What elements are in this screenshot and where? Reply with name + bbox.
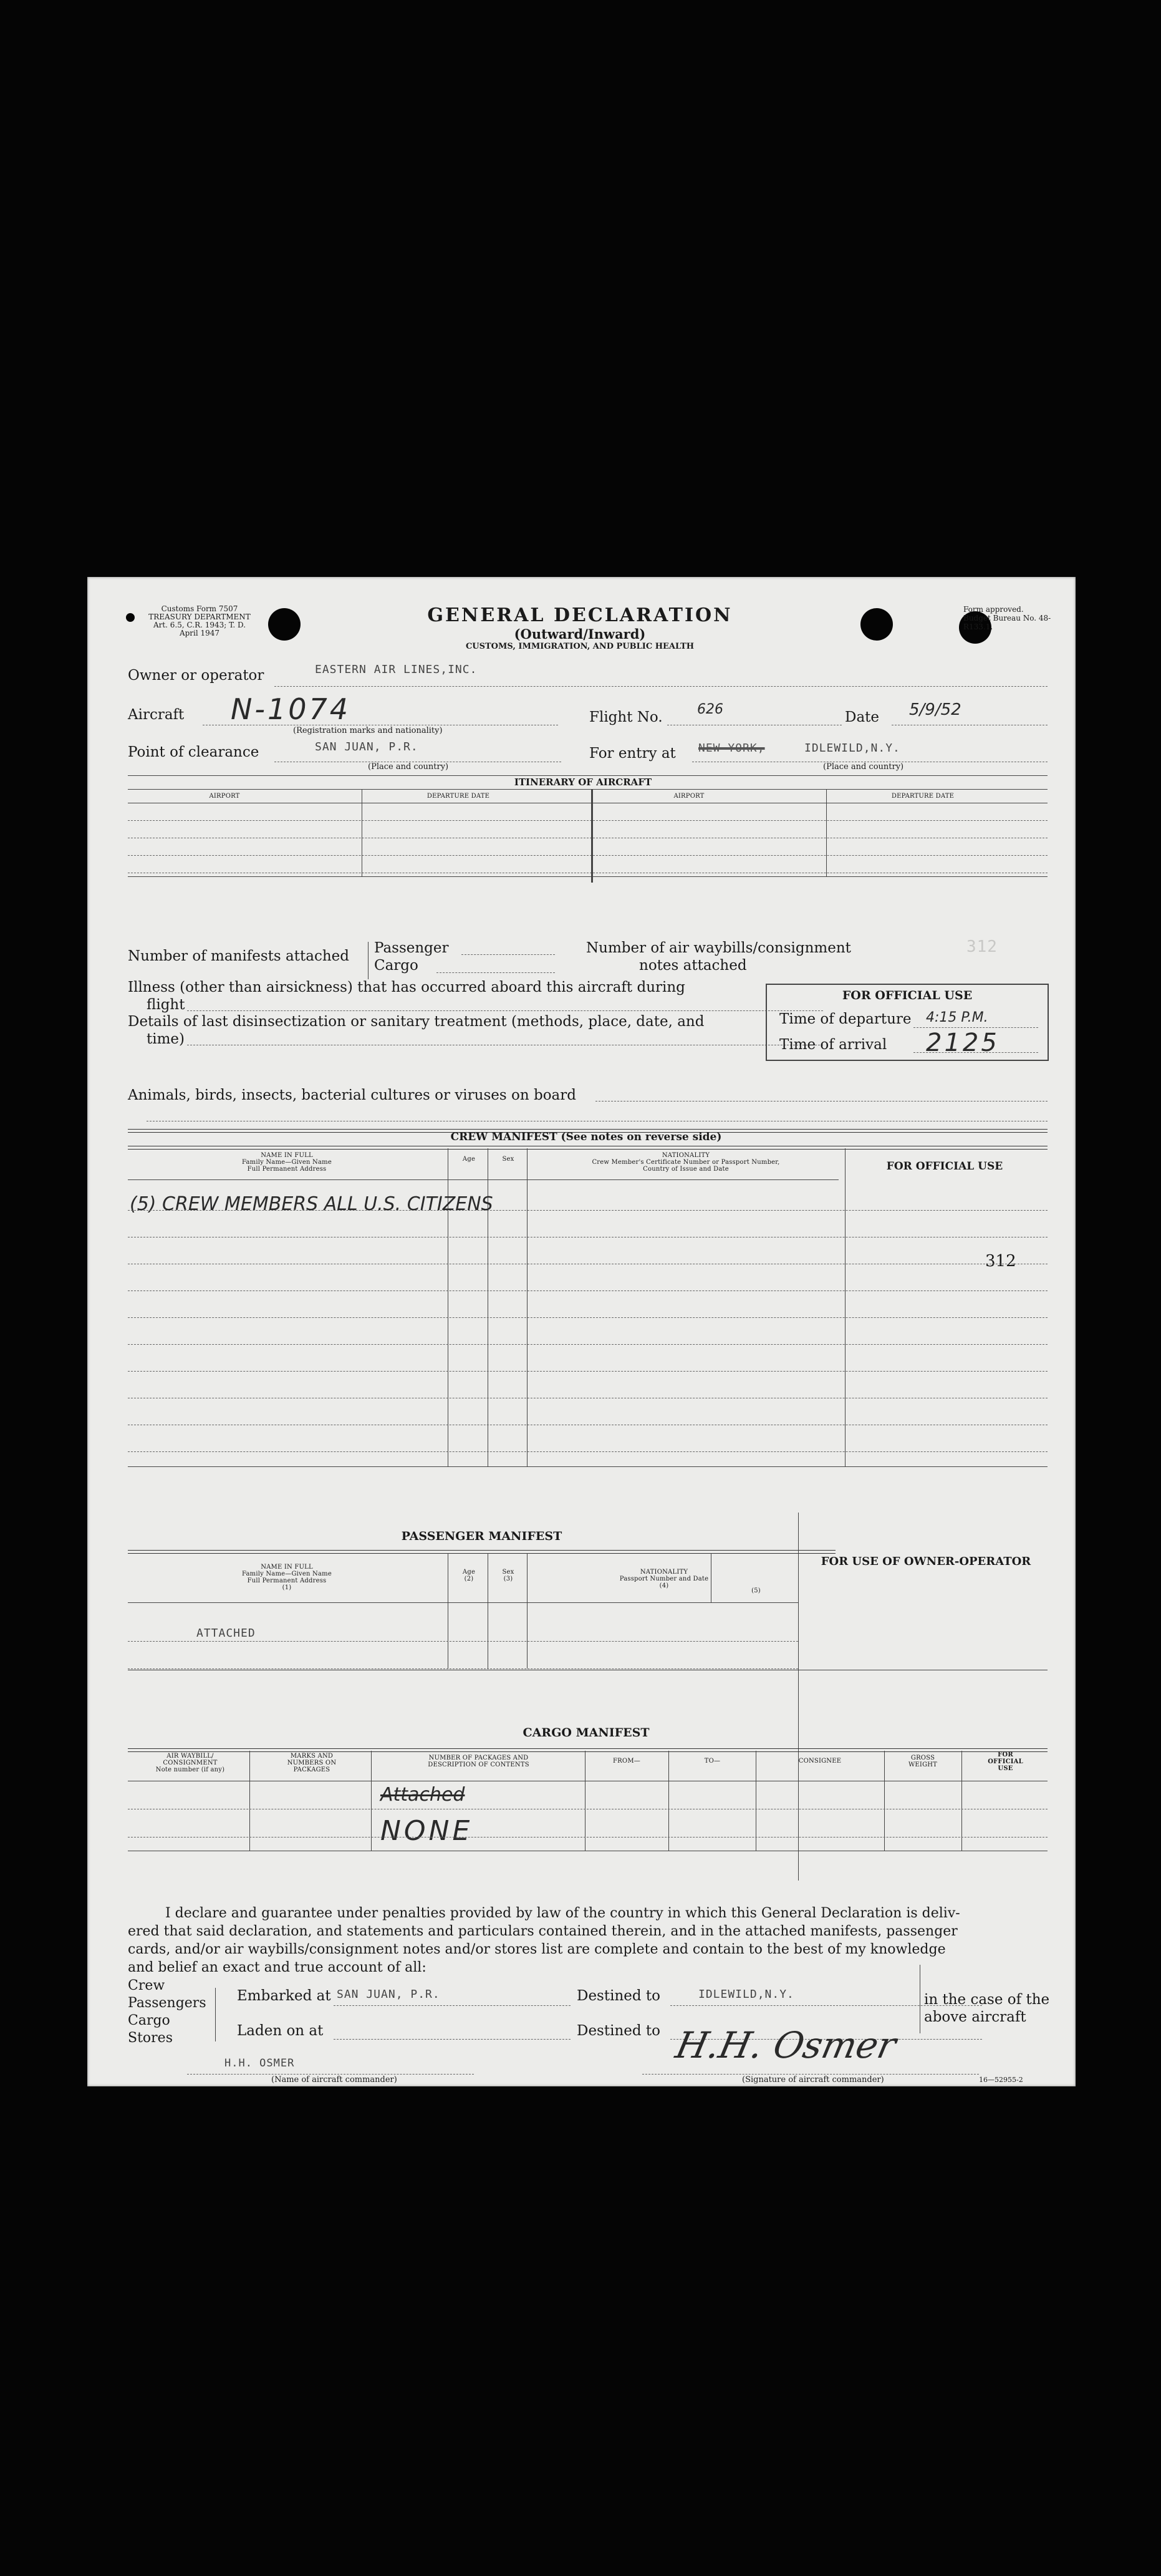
cargo-col-official-1: FOR: [998, 1751, 1013, 1758]
declaration-categories: [128, 1977, 206, 2047]
form-subtitle: (Outward/Inward): [514, 626, 646, 642]
crew-col-divider: [527, 1148, 528, 1466]
cargo-col-official-3: USE: [998, 1765, 1013, 1772]
date-label: Date: [845, 709, 880, 725]
crew-title: CREW MANIFEST (See notes on reverse side): [450, 1131, 722, 1143]
passenger-header-bottom: [128, 1602, 798, 1603]
crew-col-name-2: Family Name—Given Name: [242, 1159, 332, 1166]
passenger-col-num-4: (4): [659, 1582, 669, 1589]
passenger-col-name-1: NAME IN FULL: [261, 1564, 313, 1571]
itinerary-title: ITINERARY OF AIRCRAFT: [514, 777, 652, 788]
itinerary-top-rule: [128, 775, 1048, 776]
category-passengers: Passengers: [128, 1995, 206, 2011]
cargo-col-packages-1: NUMBER OF PACKAGES AND: [428, 1755, 529, 1761]
crew-col-name-1: NAME IN FULL: [261, 1152, 313, 1159]
form-number: Customs Form 7507: [161, 604, 238, 613]
cargo-entry: NONE: [380, 1815, 473, 1847]
destined-value: IDLEWILD,N.Y.: [698, 1988, 794, 2001]
cargo-col-weight: [885, 1755, 960, 1768]
case-text: in the case of the: [924, 1992, 1050, 2008]
crew-entry: (5) CREW MEMBERS ALL U.S. CITIZENS: [130, 1193, 493, 1215]
manifest-bracket: [368, 942, 369, 979]
passenger-row-line: [128, 1668, 798, 1669]
animals-line: [595, 1101, 1048, 1102]
cargo-title: CARGO MANIFEST: [523, 1726, 650, 1740]
itinerary-bottom-rule: [128, 876, 1048, 877]
passenger-col-num-5: (5): [751, 1587, 761, 1594]
cargo-col-weight-1: GROSS: [910, 1755, 935, 1761]
cargo-col-from: FROM—: [613, 1758, 640, 1765]
crew-row-line: [128, 1344, 1048, 1345]
aircraft-label: Aircraft: [128, 707, 185, 723]
crew-col-sex: Sex: [502, 1156, 514, 1163]
clearance-note: (Place and country): [368, 762, 449, 772]
cargo-col-packages-2: DESCRIPTION OF CONTENTS: [428, 1761, 529, 1768]
category-cargo: Cargo: [128, 2013, 170, 2028]
cargo-col-to: TO—: [704, 1758, 721, 1765]
crew-bottom-rule: [128, 1466, 1048, 1467]
crew-col-official: FOR OFFICIAL USE: [886, 1160, 1003, 1173]
cargo-struck: Attached: [380, 1784, 465, 1806]
passenger-col-name-2: Family Name—Given Name: [242, 1571, 332, 1577]
departure-time-label: Time of departure: [779, 1011, 912, 1027]
passenger-owner-divider: [798, 1513, 799, 1881]
passenger-col-name: [131, 1564, 443, 1591]
categories-bracket: [215, 1988, 216, 2041]
form-agencies: CUSTOMS, IMMIGRATION, AND PUBLIC HEALTH: [465, 642, 695, 651]
cargo-col-marks: [253, 1753, 371, 1773]
passenger-col-num-1: (1): [282, 1584, 292, 1591]
passenger-count-label: Passenger: [374, 940, 449, 956]
declaration-form: [87, 577, 1076, 2086]
crew-col-nat-2: Crew Member's Certificate Number or Passport Number,: [592, 1159, 780, 1166]
signature-label: (Signature of aircraft commander): [742, 2075, 884, 2085]
itinerary-row-line: [128, 820, 1048, 821]
embarked-label: Embarked at: [237, 1988, 331, 2004]
entry-label: For entry at: [589, 745, 676, 762]
crew-row-line: [128, 1371, 1048, 1372]
passenger-row-line: [128, 1641, 798, 1642]
itinerary-center-divider: [591, 789, 593, 883]
crew-col-age: Age: [462, 1156, 476, 1163]
passenger-col-nat-1: NATIONALITY: [640, 1569, 688, 1576]
owner-line: [274, 686, 1048, 687]
aircraft-note: (Registration marks and nationality): [293, 726, 443, 735]
treasury-label: TREASURY DEPARTMENT: [148, 613, 251, 621]
passenger-entry: ATTACHED: [196, 1627, 256, 1640]
waybills-value: 312: [966, 937, 998, 956]
passenger-col-num-2: (2): [464, 1576, 474, 1582]
cargo-col-divider: [884, 1751, 885, 1851]
passenger-col-sex: [489, 1569, 527, 1582]
cargo-col-official: [963, 1751, 1048, 1772]
punch-hole: [268, 608, 301, 641]
declaration-line-2: ered that said declaration, and statements and particulars contained therein, and in the attached manifests, passenger: [128, 1924, 958, 1939]
form-header-right: [963, 605, 1069, 631]
embarked-line: [334, 2005, 571, 2006]
itinerary-col-departure-1: DEPARTURE DATE: [426, 793, 490, 800]
illness-line: [187, 1010, 823, 1011]
cargo-col-packages: [374, 1755, 583, 1768]
cargo-count-line: [436, 972, 555, 973]
form-title-block: [380, 604, 779, 651]
cargo-col-official-2: OFFICIAL: [988, 1758, 1023, 1765]
form-header-left: [137, 605, 262, 637]
cargo-col-waybill: [131, 1753, 249, 1773]
art-reference: Art. 6.5, C.R. 1943; T. D.: [153, 621, 246, 629]
cargo-col-marks-1: MARKS AND: [290, 1753, 334, 1760]
commander-name: H.H. OSMER: [224, 2057, 295, 2070]
form-approved: Form approved.: [963, 605, 1024, 614]
passenger-col-num-3: (3): [503, 1576, 513, 1582]
passenger-col-nationality: [530, 1569, 798, 1589]
disinfect-label: Details of last disinsectization or sanitary treatment (methods, place, date, and: [128, 1014, 705, 1030]
entry-note: (Place and country): [823, 762, 904, 772]
crew-col-nat-3: Country of Issue and Date: [643, 1166, 729, 1173]
official-use-title: FOR OFFICIAL USE: [842, 989, 973, 1002]
clearance-value: SAN JUAN, P.R.: [315, 740, 418, 753]
crew-official-value: 312: [985, 1252, 1016, 1271]
crew-col-nationality: [530, 1152, 842, 1173]
crew-col-name: [131, 1152, 443, 1173]
departure-time-value: 4:15 P.M.: [926, 1010, 988, 1025]
crew-header-rule: [128, 1146, 1048, 1150]
passenger-count-line: [461, 954, 555, 955]
form-date: April 1947: [179, 629, 220, 637]
itinerary-col-airport-1: AIRPORT: [209, 793, 240, 800]
flight-value: 626: [697, 702, 723, 717]
passenger-col-nat-2: Passport Number and Date: [619, 1576, 709, 1582]
itinerary-col-airport-2: AIRPORT: [673, 793, 705, 800]
illness-label: Illness (other than airsickness) that has occurred aboard this aircraft during: [128, 979, 685, 995]
arrival-time-line: [913, 1052, 1038, 1053]
cargo-count-label: Cargo: [374, 957, 418, 974]
passenger-col-age-label: Age: [462, 1569, 476, 1576]
cargo-col-divider: [961, 1751, 962, 1851]
form-title: GENERAL DECLARATION: [427, 604, 733, 626]
entry-value: IDLEWILD,N.Y.: [804, 742, 900, 755]
cargo-col-waybill-2: CONSIGNMENT: [163, 1760, 218, 1766]
crew-col-nat-1: NATIONALITY: [662, 1152, 710, 1159]
departure-time-line: [913, 1027, 1038, 1028]
punch-hole: [860, 608, 893, 641]
commander-name-line: [187, 2074, 474, 2075]
illness-label-2: flight: [147, 997, 185, 1013]
itinerary-col-departure-2: DEPARTURE DATE: [891, 793, 955, 800]
cargo-col-waybill-1: AIR WAYBILL/: [166, 1753, 214, 1760]
crew-entry-row: [130, 1193, 493, 1215]
owner-operator-use: FOR USE OF OWNER-OPERATOR: [821, 1555, 1031, 1568]
passenger-col-divider: [527, 1553, 528, 1668]
declaration-line-1: I declare and guarantee under penalties provided by law of the country in which this General Declaration is deliv-: [165, 1905, 960, 1921]
aircraft-value: N-1074: [231, 692, 351, 726]
commander-signature: H.H. Osmer: [672, 2024, 900, 2066]
itinerary-header-rule: [128, 789, 1048, 790]
declaration-line-3: cards, and/or air waybills/consignment notes and/or stores list are complete and contain to the best of my knowledge: [128, 1942, 946, 1957]
arrival-time-label: Time of arrival: [779, 1037, 887, 1053]
arrival-time-value: 2125: [926, 1029, 1000, 1057]
cargo-col-divider: [371, 1751, 372, 1851]
crew-row-line: [128, 1290, 1048, 1291]
flight-label: Flight No.: [589, 709, 663, 725]
declaration-line-4: and belief an exact and true account of all:: [128, 1960, 426, 1975]
passenger-title: PASSENGER MANIFEST: [401, 1529, 562, 1543]
punch-hole: [126, 613, 135, 622]
destined-label-2: Destined to: [577, 2023, 661, 2039]
case-text-2: above aircraft: [924, 2009, 1026, 2025]
footer-code: 16—52955-2: [979, 2076, 1023, 2084]
animals-label: Animals, birds, insects, bacterial cultures or viruses on board: [128, 1087, 576, 1103]
date-value: 5/9/52: [909, 700, 961, 719]
itinerary-row-line: [128, 855, 1048, 856]
cargo-col-divider: [668, 1751, 669, 1851]
owner-value: EASTERN AIR LINES,INC.: [315, 663, 478, 676]
category-stores: Stores: [128, 2030, 173, 2046]
waybills-label-2: notes attached: [639, 957, 747, 974]
destined-label: Destined to: [577, 1988, 661, 2004]
crew-row-line: [128, 1210, 1048, 1211]
cargo-header-rule: [128, 1748, 1048, 1752]
declaration-text: [128, 1904, 1051, 1977]
embarked-value: SAN JUAN, P.R.: [337, 1988, 440, 2001]
crew-row-line: [128, 1451, 1048, 1452]
cargo-col-weight-2: WEIGHT: [908, 1761, 938, 1768]
cargo-col-marks-3: PACKAGES: [293, 1766, 330, 1773]
itinerary-col-divider: [826, 789, 827, 876]
passenger-col-sex-label: Sex: [502, 1569, 514, 1576]
cargo-row-line: [128, 1837, 1048, 1838]
official-use-box: [766, 984, 1049, 1061]
category-crew: Crew: [128, 1978, 165, 1993]
owner-label: Owner or operator: [128, 667, 264, 684]
crew-row-line: [128, 1317, 1048, 1318]
cargo-col-consignee: CONSIGNEE: [798, 1758, 842, 1765]
waybills-label: Number of air waybills/consignment: [586, 940, 851, 956]
manifests-label: Number of manifests attached: [128, 948, 349, 964]
passenger-col-name-3: Full Permanent Address: [247, 1577, 327, 1584]
disinfect-label-2: time): [147, 1031, 185, 1047]
crew-col-name-3: Full Permanent Address: [247, 1166, 327, 1173]
passenger-header-rule: [128, 1550, 836, 1554]
clearance-label: Point of clearance: [128, 744, 259, 760]
cargo-col-marks-2: NUMBERS ON: [287, 1760, 337, 1766]
passenger-col-age: [450, 1569, 488, 1582]
budget-number: Budget Bureau No. 48-R133.1.: [963, 614, 1051, 631]
crew-header-bottom: [128, 1179, 839, 1180]
cargo-col-divider: [249, 1751, 250, 1851]
entry-struck: NEW YORK,: [698, 742, 765, 755]
laden-line: [334, 2039, 571, 2040]
laden-label: Laden on at: [237, 2023, 324, 2039]
cargo-col-waybill-3: Note number (if any): [155, 1766, 225, 1773]
signature-line: [642, 2074, 979, 2075]
commander-label: (Name of aircraft commander): [271, 2075, 397, 2085]
